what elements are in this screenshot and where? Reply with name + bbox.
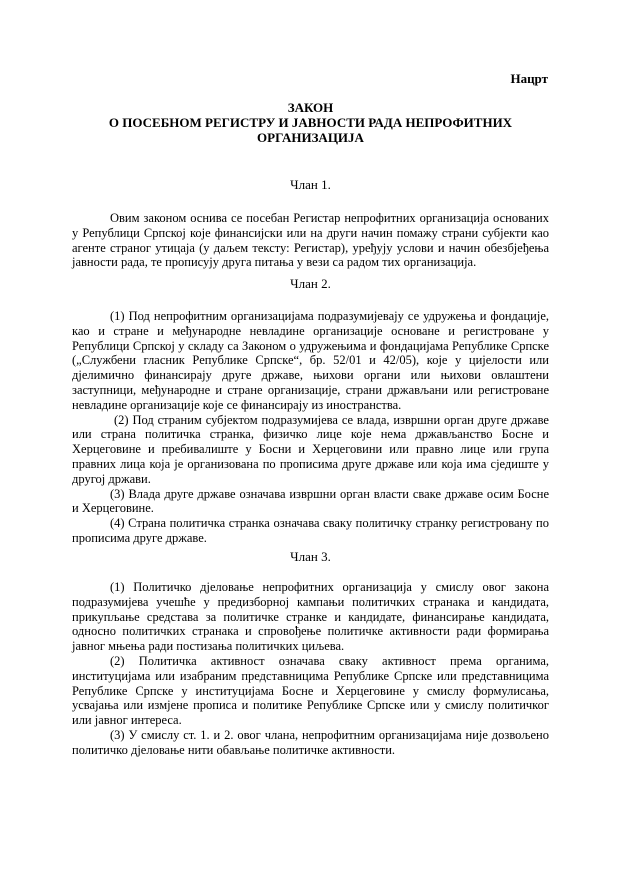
law-title [100,100,521,145]
draft-label: Нацрт [510,71,548,86]
article-3-paragraph-3: (3) У смислу ст. 1. и 2. овог члана, непрофитним организацијама није дозвољено политичко дјеловање нити обављање политичке активности. [72,727,549,757]
article-2-paragraph-3: (3) Влада друге државе означава извршни орган власти сваке државе осим Босне и Херцеговине. [72,486,549,516]
title-line-1: ЗАКОН [287,100,334,115]
article-2-heading: Члан 2. [290,276,331,291]
article-2-paragraph-2: (2) Под страним субјектом подразумијева се влада, извршни орган друге државе или страна политичка странка, физичко лице које нема држављанство Босне и Херцеговине и пребивалиште у Босни и Херцеговини или правно лице или група правних лица која је организована по прописима друге државе или која има сједиште у другој држави. [72,412,549,486]
article-1-paragraph-1: Овим законом оснива се посебан Регистар непрофитних организација основаних у Републици Српској које финансијски или на други начин помажу страни субјекти као агенте страног утицаја (у даљем тексту: Регистар), уређују услови и начин обезбјеђења јавности рада, те прописују друга питања у вези са радом тих организација. [72,211,549,270]
article-1-body [72,211,549,270]
article-3-paragraph-2: (2) Политичка активност означава сваку активност према органима, институцијама или изабраним представницима Републике Српске или представницима Републике Српске у институцијама Босне и Херцеговине у смислу формулисања, усвајања или измјене прописа и политике Републике Српске или у смислу политичког или јавног интереса. [72,653,549,728]
article-3-body [72,580,549,758]
title-line-3: ОРГАНИЗАЦИЈА [257,130,364,145]
article-2-paragraph-4: (4) Страна политичка странка означава сваку политичку странку регистровану по прописима друге државе. [72,516,549,545]
article-3-paragraph-1: (1) Политичко дјеловање непрофитних организација у смислу овог закона подразумијева учешће у предизборној кампањи политичких странака и кандидата, прикупљање средстава за политичке странке и кандидате, финансирање кандидата, односно политичких странака и спровођење политичке активности ради формирања јавног мњења ради постизања политичких циљева. [72,580,549,654]
article-2-paragraph-1: (1) Под непрофитним организацијама подразумијевају се удружења и фондације, као и стране и међународне невладине организације основане и регистроване у Републици Српској у складу са Законом о удружењима и фондацијама Републике Српске („Службени гласник Републике Српске“, бр. 52/01 и 42/05), које у цијелости или дјелимично финансирају друге државе, њихови органи или њихови овлаштени заступници, међународне и стране организације, страни држављани или регистроване невладине организације које се финансирају из иностранства. [72,309,549,412]
article-3-heading: Члан 3. [290,549,331,564]
title-line-2: О ПОСЕБНОМ РЕГИСТРУ И ЈАВНОСТИ РАДА НЕПРОФИТНИХ [108,115,513,130]
article-1-heading: Члан 1. [290,177,331,192]
article-2-body [72,309,549,546]
